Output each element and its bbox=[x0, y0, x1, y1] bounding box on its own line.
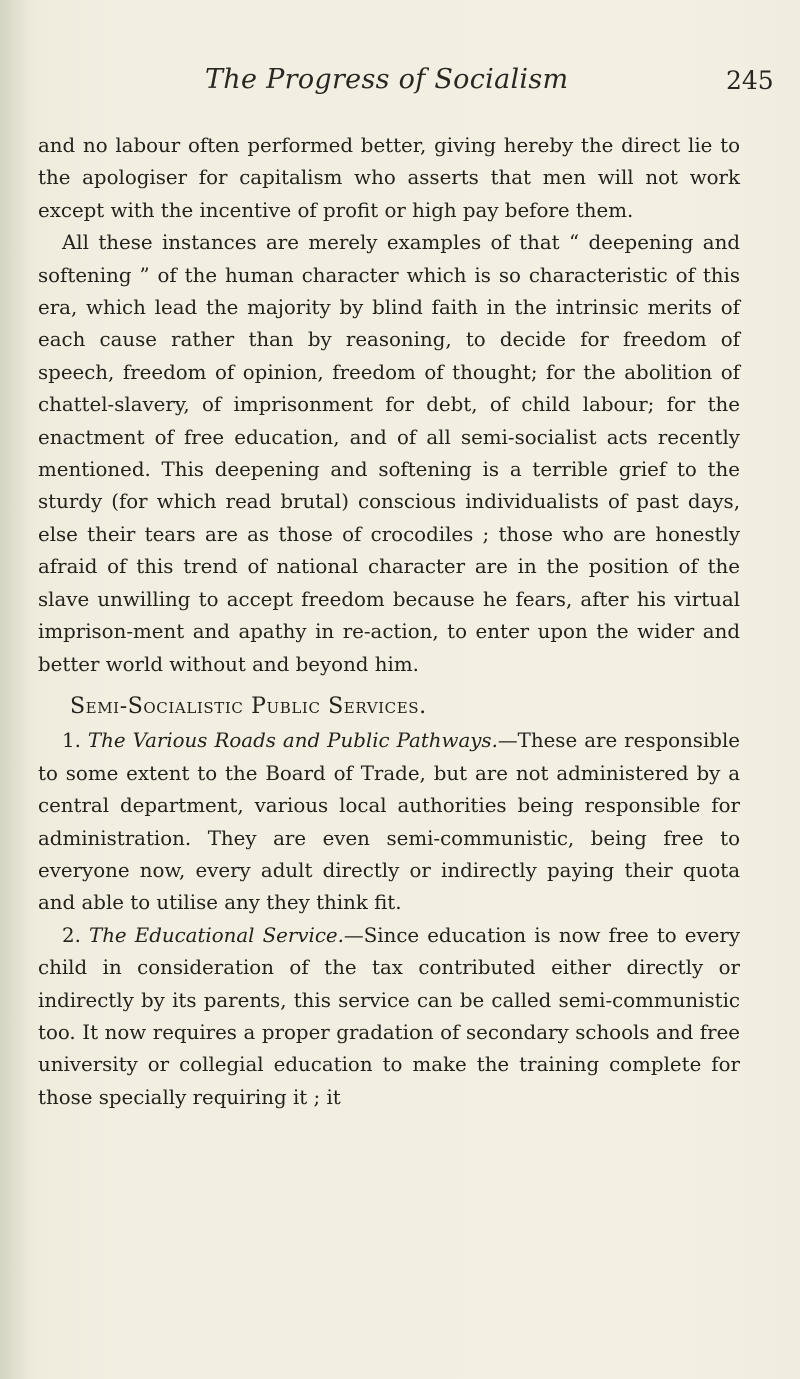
item-text: —Since education is now free to every child in consideration of the tax contributed either directly or indirectly by its parents, this service can be called semi-communistic too. It now requires a proper gradation of secondary schools and free university or collegial education to make the training complete for those specially requiring it ; it bbox=[38, 923, 741, 1109]
list-item-education bbox=[38, 920, 740, 1114]
page-number: 245 bbox=[726, 66, 774, 95]
item-title: The Educational Service. bbox=[89, 923, 344, 947]
list-item-roads bbox=[38, 725, 740, 919]
item-number: 1. bbox=[62, 729, 81, 753]
running-title: The Progress of Socialism bbox=[205, 64, 569, 95]
item-number: 2. bbox=[62, 923, 81, 947]
item-text: —These are responsible to some extent to the Board of Trade, but are not administered by a central department, various local authorities being responsible for administration. They are even semi-communistic, being free to everyone now, every adult directly or indirectly paying their quota and able to utilise any they think fit. bbox=[38, 729, 740, 915]
paragraph-deepening-softening: All these instances are merely examples of that “ deepening and softening ” of the human character which is so characteristic of this era, which lead the majority by blind faith in the intrinsic merits of each cause rather than by reasoning, to decide for freedom of speech, freedom of opinion, freedom of thought; for the abolition of chattel-slavery, of imprisonment for debt, of child labour; for the enactment of free education, and of all semi-socialist acts recently mentioned. This deepening and softening is a terrible grief to the sturdy (for which read brutal) conscious individualists of past days, else their tears are as those of crocodiles ; those who are honestly afraid of this trend of national character are in the position of the slave unwilling to accept freedom because he fears, after his virtual imprison-ment and apathy in re-action, to enter upon the wider and better world without and beyond him. bbox=[38, 231, 740, 676]
binding-gutter-shadow bbox=[0, 0, 30, 1379]
paragraph-continuation: and no labour often performed better, giving hereby the direct lie to the apologiser for capitalism who asserts that men will not work except with the incentive of profit or high pay before them. bbox=[38, 134, 740, 222]
item-title: The Various Roads and Public Pathways. bbox=[87, 729, 498, 753]
page-header bbox=[0, 64, 800, 104]
section-heading: Semi-Socialistic Public Services. bbox=[70, 693, 427, 719]
body-text bbox=[38, 130, 740, 1114]
